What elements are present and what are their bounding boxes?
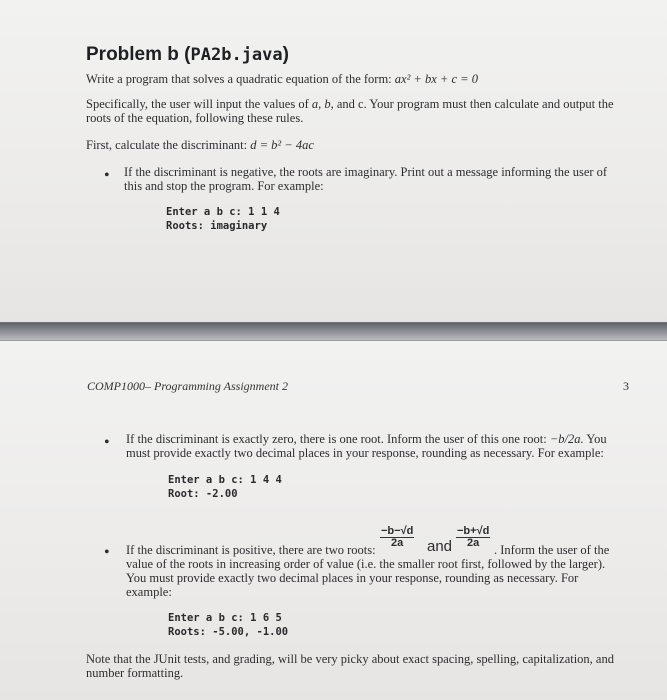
page-upper bbox=[0, 0, 667, 323]
root-formula-2 bbox=[456, 526, 490, 549]
fraction-2-denominator: 2a bbox=[467, 537, 480, 549]
fraction-plus bbox=[456, 526, 490, 549]
bullet-negative: • bbox=[104, 167, 110, 184]
root-formula-1 bbox=[380, 526, 414, 549]
positive-line-1a: If the discriminant is positive, there are two roots: bbox=[126, 543, 376, 557]
bullet-zero: • bbox=[104, 434, 110, 451]
fraction-1-numerator: −b−√d bbox=[381, 525, 414, 537]
page-gap bbox=[0, 323, 667, 340]
negative-example-line-2: Roots: imaginary bbox=[166, 220, 268, 232]
spec-text-a: Specifically, the user will input the values of bbox=[86, 97, 309, 111]
title-code: PA2b.java bbox=[190, 45, 283, 65]
fraction-minus bbox=[380, 526, 414, 549]
bullet-positive: • bbox=[104, 544, 110, 561]
title-prefix: Problem b ( bbox=[86, 44, 191, 65]
note-line-1: Note that the JUnit tests, and grading, will be very picky about exact spacing, spelling, capitalization, and bbox=[86, 652, 614, 666]
page-lower bbox=[0, 340, 667, 700]
positive-example-line-2: Roots: -5.00, -1.00 bbox=[168, 626, 289, 638]
quadratic-equation: ax² + bx + c = 0 bbox=[394, 72, 478, 86]
positive-line-2: value of the roots in increasing order of value (i.e. the smaller root first, followed by the larger). bbox=[126, 557, 606, 571]
zero-text: If the discriminant is exactly zero, there is one root. Inform the user of this one root: bbox=[126, 432, 547, 446]
note-line-2: number formatting. bbox=[86, 666, 184, 680]
discriminant-line bbox=[86, 138, 314, 153]
zero-line-1 bbox=[126, 432, 607, 447]
positive-example-line-1: Enter a b c: 1 6 5 bbox=[168, 612, 282, 624]
intro-line bbox=[86, 72, 478, 87]
positive-line-3: You must provide exactly two decimal places in your response, rounding as necessary. For bbox=[126, 571, 579, 585]
zero-example-line-2: Root: -2.00 bbox=[168, 488, 238, 500]
negative-line-1: If the discriminant is negative, the roots are imaginary. Print out a message informing the user of bbox=[124, 165, 608, 179]
intro-text: Write a program that solves a quadratic equation of the form: bbox=[86, 72, 392, 86]
negative-line-2: this and stop the program. For example: bbox=[124, 179, 324, 193]
positive-line-1b: . Inform the user of the bbox=[494, 543, 610, 557]
fraction-1-denominator: 2a bbox=[391, 537, 404, 549]
page-number: 3 bbox=[623, 379, 629, 393]
zero-text-end: You bbox=[586, 432, 607, 446]
title-suffix: ) bbox=[282, 44, 289, 65]
fraction-2-numerator: −b+√d bbox=[457, 525, 490, 537]
problem-title bbox=[86, 44, 289, 66]
course-header: COMP1000– Programming Assignment 2 bbox=[87, 379, 288, 393]
spec-line-2: roots of the equation, following these rules. bbox=[86, 111, 304, 125]
disc-label: First, calculate the discriminant: bbox=[86, 138, 248, 152]
zero-formula: −b/2a. bbox=[549, 432, 584, 446]
spec-line-1 bbox=[86, 97, 614, 112]
zero-example-line-1: Enter a b c: 1 4 4 bbox=[168, 474, 282, 486]
disc-formula: d = b² − 4ac bbox=[250, 138, 314, 152]
negative-example-line-1: Enter a b c: 1 1 4 bbox=[166, 206, 280, 218]
spec-text-c: and c. Your program must then calculate and output the bbox=[336, 97, 614, 111]
and-word: and bbox=[427, 538, 453, 555]
zero-line-2: must provide exactly two decimal places in your response, rounding as necessary. For example: bbox=[126, 446, 604, 460]
positive-line-4: example: bbox=[126, 585, 172, 599]
spec-vars: a, b, bbox=[311, 97, 334, 111]
